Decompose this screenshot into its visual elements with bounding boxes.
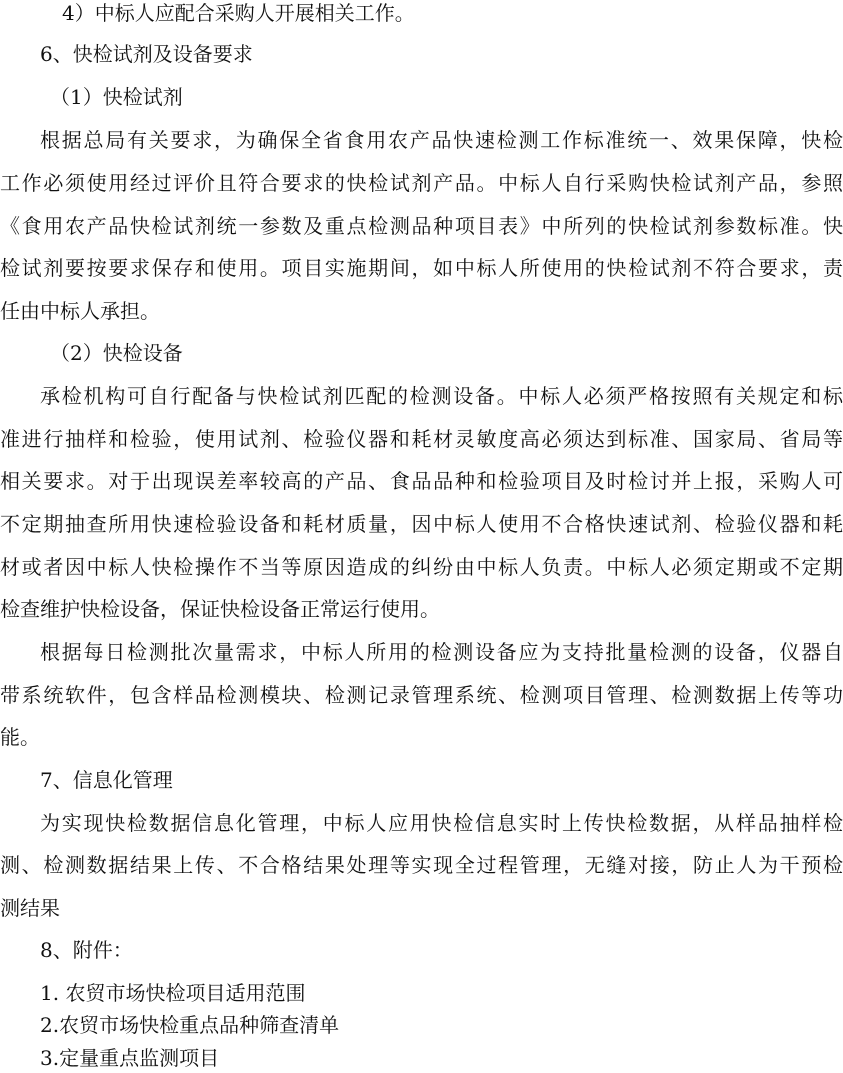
paragraph-line: 材或者因中标人快检操作不当等原因造成的纠纷由中标人负责。中标人必须定期或不定期 xyxy=(0,555,843,579)
paragraph-line: 能。 xyxy=(0,725,40,749)
item-4: 4）中标人应配合采购人开展相关工作。 xyxy=(62,1,415,25)
paragraph-line: 检试剂要按要求保存和使用。项目实施期间，如中标人所使用的快检试剂不符合要求，责 xyxy=(0,256,843,280)
attachment-item: 3.定量重点监测项目 xyxy=(40,1046,220,1070)
paragraph-line: 工作必须使用经过评价且符合要求的快检试剂产品。中标人自行采购快检试剂产品，参照 xyxy=(0,171,843,195)
paragraph-line: 相关要求。对于出现误差率较高的产品、食品品种和检验项目及时检讨并上报，采购人可 xyxy=(0,469,843,493)
section-6-heading: 6、快检试剂及设备要求 xyxy=(40,42,253,66)
paragraph-line: 为实现快检数据信息化管理，中标人应用快检信息实时上传快检数据，从样品抽样检 xyxy=(40,811,843,835)
paragraph-line: 承检机构可自行配备与快检试剂匹配的检测设备。中标人必须严格按照有关规定和标 xyxy=(40,384,843,408)
attachment-item: 2.农贸市场快检重点品种筛查清单 xyxy=(40,1013,340,1037)
section-8-heading: 8、附件： xyxy=(40,938,133,962)
paragraph-line: 不定期抽查所用快速检验设备和耗材质量，因中标人使用不合格快速试剂、检验仪器和耗 xyxy=(0,512,843,536)
paragraph-line: 准进行抽样和检验，使用试剂、检验仪器和耗材灵敏度高必须达到标准、国家局、省局等 xyxy=(0,427,843,451)
attachment-item: 1. 农贸市场快检项目适用范围 xyxy=(40,981,306,1005)
paragraph-line: 根据每日检测批次量需求，中标人所用的检测设备应为支持批量检测的设备，仪器自 xyxy=(40,640,843,664)
paragraph-line: 任由中标人承担。 xyxy=(0,299,160,323)
paragraph-line: 带系统软件，包含样品检测模块、检测记录管理系统、检测项目管理、检测数据上传等功 xyxy=(0,683,843,707)
section-7-heading: 7、信息化管理 xyxy=(40,768,173,792)
paragraph-line: 《食用农产品快检试剂统一参数及重点检测品种项目表》中所列的快检试剂参数标准。快 xyxy=(0,214,843,238)
paragraph-line: 根据总局有关要求，为确保全省食用农产品快速检测工作标准统一、效果保障，快检 xyxy=(40,128,843,152)
subsection-2-heading: （2）快检设备 xyxy=(50,341,183,365)
paragraph-line: 检查维护快检设备，保证快检设备正常运行使用。 xyxy=(0,597,440,621)
paragraph-line: 测、检测数据结果上传、不合格结果处理等实现全过程管理，无缝对接，防止人为干预检 xyxy=(0,853,843,877)
subsection-1-heading: （1）快检试剂 xyxy=(50,85,183,109)
paragraph-line: 测结果 xyxy=(0,896,60,920)
